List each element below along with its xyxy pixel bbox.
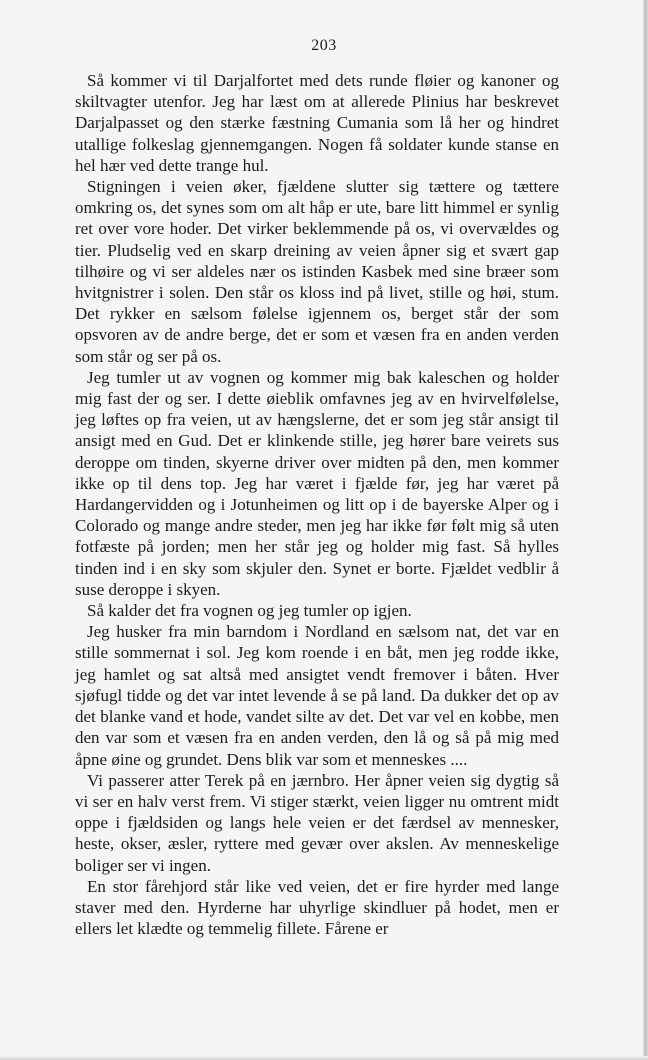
paragraph: Så kalder det fra vognen og jeg tumler op igjen.: [87, 601, 412, 621]
paragraph: Vi passerer atter Terek på en jærnbro. Her åpner veien sig dygtig så vi ser en halv verst frem. Vi stiger stærkt, veien ligger nu omtrent midt oppe i fjældsiden og langs hele veien er det færdsel av mennesker, heste, okser, æsler, ryttere med gevær over akslen. Av menneskelige boliger ser vi ingen.: [75, 770, 559, 875]
page-edge-shadow: [642, 0, 648, 1060]
page-bottom-edge: [0, 1056, 648, 1060]
page-number: 203: [311, 37, 337, 54]
paragraph: Så kommer vi til Darjalfortet med dets runde fløier og kanoner og skiltvagter utenfor. Jeg har læst om at allerede Plinius har beskrevet Darjalpasset og den stærke fæstning Cumania som lå her og hindret utallige folkeslag gjennemgangen. Nogen få soldater kunde stanse en hel hær ved dette trange hul.: [75, 71, 559, 175]
body-text: [75, 70, 559, 939]
paragraph: Jeg tumler ut av vognen og kommer mig bak kaleschen og holder mig fast der og ser. I dette øieblik omfavnes jeg av en hvirvelfølelse, jeg løftes op fra veien, ut av hængslerne, det er som jeg står ansigt til ansigt med en Gud. Det er klinkende stille, jeg hører bare veirets sus deroppe om tinden, skyerne driver over midten på den, men kommer ikke op til dens top. Jeg har været i fjælde før, jeg har været på Hardangervidden og i Jotunheimen og litt op i de bayerske Alper og i Colorado og mange andre steder, men jeg har ikke før følt mig så uten fotfæste på jorden; men her står jeg og holder mig fast. Så hylles tinden ind i en sky som skjuler den. Synet er borte. Fjældet vedblir å suse deroppe i skyen.: [75, 367, 559, 599]
paragraph: En stor fårehjord står like ved veien, det er fire hyrder med lange staver med den. Hyrderne har uhyrlige skindluer på hodet, men er ellers let klædte og temmelig fillete. Fårene er: [75, 876, 559, 939]
paragraph: Jeg husker fra min barndom i Nordland en sælsom nat, det var en stille sommernat i sol. Jeg kom roende i en båt, men jeg rodde ikke, jeg hamlet og sat altså med ansigtet vendt fremover i båten. Hver sjøfugl tidde og det var intet levende å se på land. Da dukker det op av det blanke vand et hode, vandet silte av det. Det var vel en kobbe, men den var som et væsen fra en anden verden, den lå og så på mig med åpne øine og grundet. Dens blik var som et menneskes ....: [75, 622, 559, 769]
paragraph: Stigningen i veien øker, fjældene slutter sig tættere og tættere omkring os, det synes som om alt håp er ute, bare litt himmel er synlig ret over vore hoder. Det virker beklemmende på os, vi overvældes og tier. Pludselig ved en skarp dreining av veien åpner sig et svært gap tilhøire og vi ser aldeles nær os istinden Kasbek med sine bræer som hvitgnistrer i solen. Den står os kloss ind på livet, stille og høi, stum. Det rykker en sælsom følelse igjennem os, berget står der som opsvoren av de andre berge, det er som et væsen fra en anden verden som står og ser på os.: [75, 177, 559, 366]
